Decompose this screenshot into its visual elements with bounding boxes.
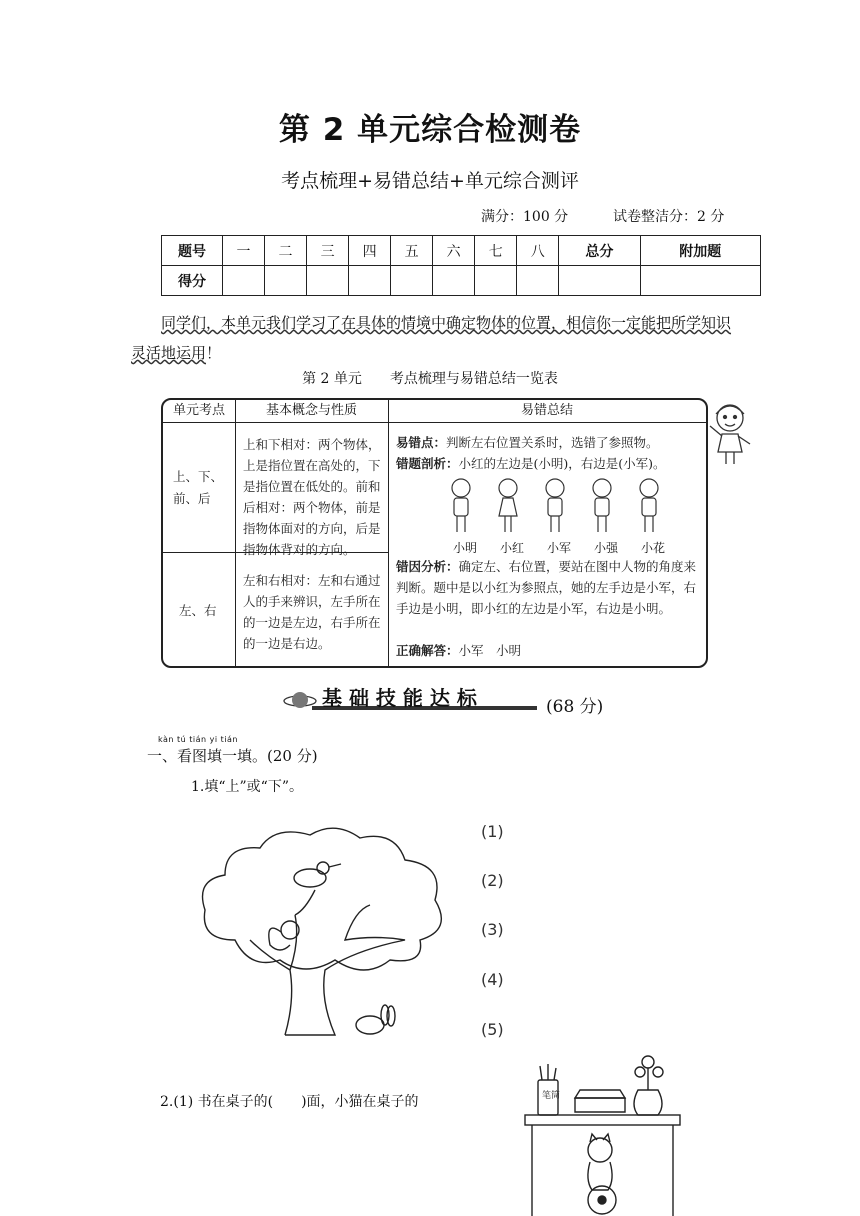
divider xyxy=(235,400,236,666)
score-header-cell: 总分 xyxy=(559,236,640,266)
tree-illustration xyxy=(195,820,455,1045)
error-point xyxy=(396,432,701,453)
analysis-label: 错题剖析： xyxy=(396,456,459,471)
score-table xyxy=(161,235,761,296)
error-label: 易错点： xyxy=(396,435,447,450)
kid-figure xyxy=(499,479,517,532)
score-cell[interactable] xyxy=(559,266,640,296)
kids-illustration xyxy=(443,476,683,538)
answer-label: 正确解答： xyxy=(396,643,459,658)
score-header-cell: 一 xyxy=(223,236,265,266)
tree-canopy xyxy=(203,828,442,970)
summary-table xyxy=(161,398,708,668)
score-header-cell: 题号 xyxy=(162,236,223,266)
score-cell[interactable] xyxy=(517,266,559,296)
score-header-cell: 七 xyxy=(475,236,517,266)
score-header-cell: 五 xyxy=(391,236,433,266)
score-table-score-row xyxy=(162,266,761,296)
section-score: (68 分) xyxy=(546,697,604,717)
score-row-label: 得分 xyxy=(162,266,223,296)
answer-text: 小军 小明 xyxy=(458,643,522,658)
intro-paragraph xyxy=(131,308,731,368)
score-header-cell: 四 xyxy=(349,236,391,266)
error-text: 判断左右位置关系时，选错了参照物。 xyxy=(446,435,659,450)
summary-caption: 第 2 单元 考点梳理与易错总结一览表 xyxy=(302,371,558,387)
section-banner xyxy=(282,686,542,716)
planet-icon xyxy=(284,692,316,708)
correct-answer xyxy=(396,640,701,661)
intro-end: ！ xyxy=(206,344,222,362)
point-left-right: 左、右 xyxy=(179,603,217,618)
score-header-cell: 六 xyxy=(433,236,475,266)
kid-name: 小强 xyxy=(594,541,619,555)
rabbit-icon xyxy=(356,1005,395,1034)
cartoon-girl-illustration xyxy=(706,400,756,468)
summary-header-concept: 基本概念与性质 xyxy=(235,400,388,423)
score-cell[interactable] xyxy=(307,266,349,296)
pen-holder-label: 笔筒 xyxy=(542,1091,561,1101)
question-2: 2.(1) 书在桌子的( )面，小猫在桌子的 xyxy=(160,1094,419,1110)
concept-up-down: 上和下相对：两个物体，上是指位置在高处的，下是指位置在低处的。前和后相对：两个物体，前是指物体面对的方向，后是指物体背对的方向。 xyxy=(243,437,381,557)
kid-figure xyxy=(452,479,470,532)
question-1-title: 一、看图填一填。(20 分) xyxy=(147,747,318,765)
cat-icon xyxy=(588,1134,612,1190)
full-score: 满分：100 分 xyxy=(481,209,569,225)
answer-number: (3) xyxy=(481,920,504,939)
error-reason xyxy=(396,556,701,619)
summary-header-errors: 易错总结 xyxy=(388,400,706,423)
score-cell[interactable] xyxy=(640,266,761,296)
page-subtitle: 考点梳理+易错总结+单元综合测评 xyxy=(281,170,579,192)
concept-left-right: 左和右相对：左和右通过人的手来辨识，左手所在的一边是左边，右手所在的一边是右边。 xyxy=(243,573,381,651)
score-cell[interactable] xyxy=(223,266,265,296)
answer-number: (1) xyxy=(481,822,504,841)
score-header-cell: 附加题 xyxy=(640,236,761,266)
kid-name: 小明 xyxy=(453,541,478,555)
score-header-cell: 八 xyxy=(517,236,559,266)
score-header-cell: 二 xyxy=(265,236,307,266)
score-cell[interactable] xyxy=(433,266,475,296)
kid-name: 小花 xyxy=(641,541,666,555)
pen-holder-icon xyxy=(538,1064,561,1115)
score-cell[interactable] xyxy=(265,266,307,296)
question-1-1: 1.填“上”或“下”。 xyxy=(191,779,303,795)
reason-text: 确定左、右位置，要站在图中人物的角度来判断。题中是以小红为参照点，她的左手边是小军，右手边是小明，即小红的左边是小军，右边是小明。 xyxy=(396,559,697,616)
intro-text: 同学们，本单元我们学习了在具体的情境中确定物体的位置，相信你一定能把所学知识灵活地运用 xyxy=(131,314,732,362)
kid-figure xyxy=(546,479,564,532)
score-cell[interactable] xyxy=(475,266,517,296)
kid-figure xyxy=(593,479,611,532)
kid-name: 小红 xyxy=(500,541,525,555)
pinyin-annotation: kàn tú tián yi tián xyxy=(158,735,238,744)
kid-name: 小军 xyxy=(547,541,572,555)
divider xyxy=(388,400,389,666)
desk-illustration xyxy=(520,1050,690,1216)
score-cell[interactable] xyxy=(349,266,391,296)
section-title: 基 础 技 能 达 标 xyxy=(322,686,477,710)
squirrel-icon xyxy=(269,921,299,950)
answer-number: (2) xyxy=(481,871,504,890)
answer-number: (4) xyxy=(481,970,504,989)
summary-header-point: 单元考点 xyxy=(163,400,235,423)
analysis-text: 小红的左边是(小明)，右边是(小军)。 xyxy=(458,456,666,471)
answer-number: (5) xyxy=(481,1020,504,1039)
book-icon xyxy=(575,1090,625,1112)
score-header-cell: 三 xyxy=(307,236,349,266)
score-cell[interactable] xyxy=(391,266,433,296)
vase-icon xyxy=(634,1056,663,1115)
kid-figure xyxy=(640,479,658,532)
woodpecker-icon xyxy=(294,862,341,887)
page-title: 第 2 单元综合检测卷 xyxy=(278,112,582,148)
neatness-score: 试卷整洁分：2 分 xyxy=(613,209,725,225)
error-analysis xyxy=(396,453,701,474)
reason-label: 错因分析： xyxy=(396,559,459,574)
score-table-header-row xyxy=(162,236,761,266)
point-up-down: 上、下、前、后 xyxy=(173,469,224,506)
